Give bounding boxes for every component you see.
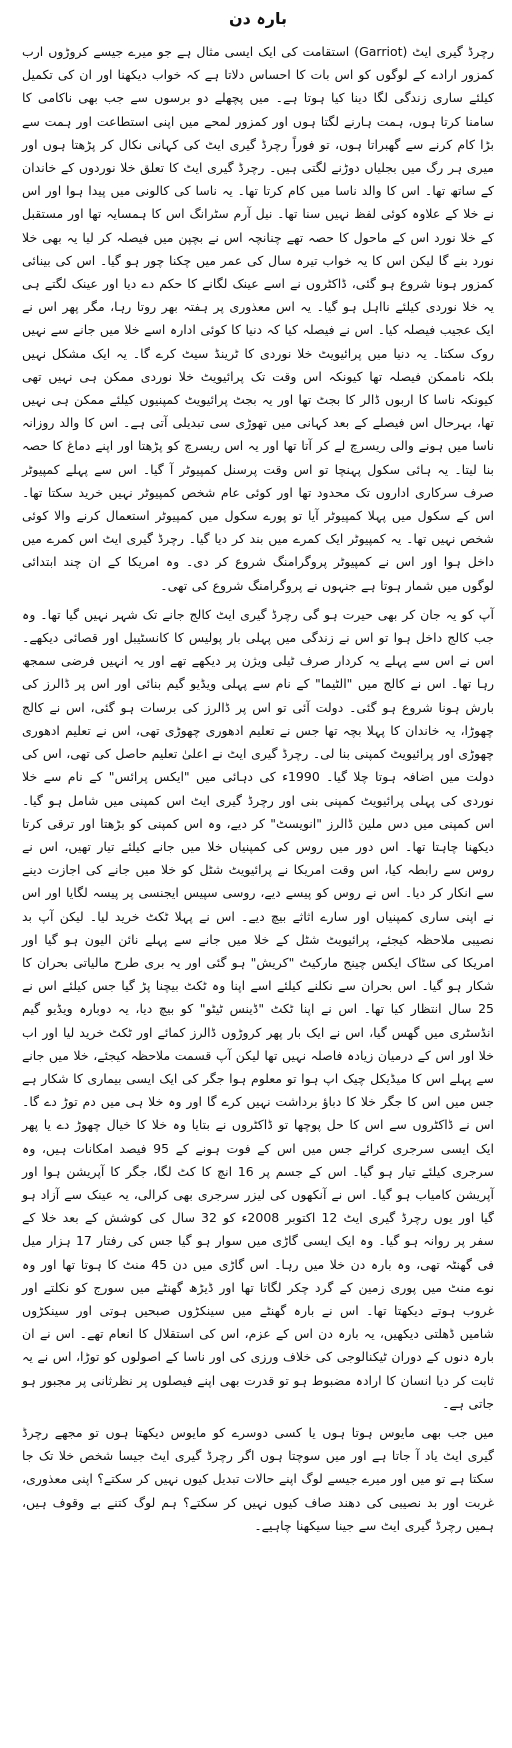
article-paragraph-3: میں جب بھی مایوس ہوتا ہوں یا کسی دوسرے کو مایوس دیکھتا ہوں تو مجھے رچرڈ گیری ایٹ یاد آ جاتا ہے اور میں سوچتا ہوں اگر رچرڈ گیری ایٹ جیسا شخص خلا تک جا سکتا ہے تو میں اور میرے جیسے لوگ اپنے حالات تبدیل کیوں نہیں کر سکتے؟ اپنی معذوری، غربت اور بد نصیبی کی دھند صاف کیوں نہیں کر سکتے؟ ہم لوگ کتنے بے وقوف ہیں، ہمیں رچرڈ گیری ایٹ سے جینا سیکھنا چاہیے۔: [22, 1424, 494, 1533]
article-title: بارہ دن: [228, 9, 288, 28]
article-paragraph-2: آپ کو یہ جان کر بھی حیرت ہو گی رچرڈ گیری ایٹ کالج جانے تک شہر نہیں گیا تھا۔ وہ جب کالج داخل ہوا تو اس نے زندگی میں پہلی بار پولیس کا کانسٹیبل اور قصائی دیکھے۔ اس نے اس سے پہلے یہ کردار صرف ٹیلی ویژن پر دیکھے تھے اور یہ انہیں فرضی سمجھ رہا تھا۔ اس نے کالج میں "الٹیما" کے نام سے پہلی ویڈیو گیم بنائی اور اس پر ڈالرز کی بارش ہونا شروع ہو گئی۔ دولت آئی تو اس پر ڈالرز کی برسات ہو گئی، اس نے کالج چھوڑا، یہ خاندان کا پہلا بچہ تھا جس نے تعلیم ادھوری چھوڑی تھی، اس نے تعلیم ادھوری چھوڑی اور پرائیویٹ کمپنی بنا لی۔ رچرڈ گیری ایٹ نے اعلیٰ تعلیم حاصل کی تھی، اس کی دولت میں اضافہ ہوتا چلا گیا۔ 1990ء کی دہائی میں "ایکس پرائس" کے نام سے خلا نوردی کی پہلی پرائیویٹ کمپنی بنی اور رچرڈ گیری ایٹ اس کمپنی میں شامل ہو گیا۔ اس کمپنی میں دس ملین ڈالرز "انویسٹ" کر دیے، وہ اس کمپنی کو بڑھتا اور ترقی کرتا دیکھنا چاہتا تھا۔ اس دور میں روس کی کمپنیاں خلا میں جانے کیلئے تیار تھیں، اس نے روس سے رابطہ کیا، اس وقت امریکا نے پرائیویٹ شٹل کو خلا میں جانے کی اجازت دینے سے انکار کر دیا۔ اس نے روس کو پیسے دیے، روسی سپیس ایجنسی پر پیسہ لگایا اور اس نے اپنی ساری کمپنیاں اور سارے اثاثے بیچ دیے۔ اس نے پہلا ٹکٹ خرید لیا۔ لیکن آپ بد نصیبی ملاحظہ کیجئے، پرائیویٹ شٹل کے خلا میں جانے سے پہلے نائن الیون ہو گیا اور امریکا کی سٹاک ایکس چینج مارکیٹ "کریش" ہو گئی اور یہ بری طرح مالیاتی بحران کا شکار ہو گیا۔ اس بحران سے نکلنے کیلئے اسے اپنا وہ ٹکٹ بیچنا پڑ گیا جس کیلئے اس نے 25 سال انتظار کیا تھا۔ اس نے اپنا ٹکٹ "ڈینس ٹیٹو" کو بیچ دیا، یہ دوبارہ ویڈیو گیم انڈسٹری میں گھس گیا، اس نے ایک بار پھر کروڑوں ڈالرز کمائے اور ٹکٹ خرید لیا اور اب خلا اور اس کے درمیان زیادہ فاصلہ نہیں تھا لیکن آپ قسمت ملاحظہ کیجئے، خلا میں جانے سے پہلے اس کا میڈیکل چیک اپ ہوا تو معلوم ہوا جگر کی ایک ایسی بیماری کا شکار ہے جس میں اس کا جگر خلا کا دباؤ برداشت نہیں کرے گا اور وہ خلا ہی میں دم توڑ دے گا۔ اس نے ڈاکٹروں سے اس کا حل پوچھا تو ڈاکٹروں نے بتایا وہ خلا کا خیال چھوڑ دے یا پھر ایک ایسی سرجری کرائے جس میں اس کے فوت ہونے کے 95 فیصد امکانات ہیں، وہ سرجری کیلئے تیار ہو گیا۔ اس کے جسم پر 16 انچ کا کٹ لگا، جگر کا آپریشن ہوا اور آپریشن کامیاب ہو گیا۔ اس نے آنکھوں کی لیزر سرجری بھی کرالی، یہ عینک سے آزاد ہو گیا اور یوں رچرڈ گیری ایٹ 12 اکتوبر 2008ء کو 32 سال کی کوشش کے بعد خلا کے سفر پر روانہ ہو گیا۔ وہ ایک ایسی گاڑی میں سوار ہو گیا جس کی رفتار 17 ہزار میل فی گھنٹہ تھی، وہ بارہ دن خلا میں رہا۔ اس گاڑی میں دن 45 منٹ کا ہوتا تھا اور وہ نوے منٹ میں پوری زمین کے گرد چکر لگاتا تھا اور ڈیڑھ گھنٹے میں سورج کو نکلتے اور غروب ہوتے دیکھتا تھا۔ اس نے بارہ گھنٹے میں سینکڑوں صبحیں ہوتی اور سینکڑوں شامیں ڈھلتی دیکھیں، یہ بارہ دن اس کے عزم، اس کی استقلال کا انعام تھے۔ اس نے ان بارہ دنوں کے دوران ٹیکنالوجی کی خلاف ورزی کی اور ناسا کے اصولوں کو توڑا، اس نے یہ ثابت کر دیا انسان کا ارادہ مضبوط ہو تو قدرت بھی اپنے فیصلوں پر نظرثانی پر مجبور ہو جاتی ہے۔: [22, 606, 494, 1411]
article-paragraph-1: رچرڈ گیری ایٹ (Garriot) استقامت کی ایک ایسی مثال ہے جو میرے جیسے کروڑوں ارب کمزور ارادے کے لوگوں کو اس بات کا احساس دلاتا ہے کہ خواب دیکھنا اور ان کی تکمیل کیلئے ساری زندگی لگا دینا کیا ہوتا ہے۔ میں پچھلے دو برسوں سے جب بھی ناکامی کا سامنا کرتا ہوں، ہمت ہارنے لگتا ہوں اور کمزور لمحے میں اپنی استطاعت اور ہمت سے بڑا کام کرنے سے گھبراتا ہوں، تو فوراً رچرڈ گیری ایٹ کی کہانی نکال کر پڑھتا ہوں اور میری ہر رگ میں بجلیاں دوڑنے لگتی ہیں۔ رچرڈ گیری ایٹ کا تعلق خلا نوردوں کے خاندان کے ساتھ تھا۔ اس کا والد ناسا میں کام کرتا تھا۔ یہ ناسا کی کالونی میں پیدا ہوا اور اس نے خلا کے علاوہ کوئی لفظ نہیں سنا تھا۔ نیل آرم سٹرانگ اس کا ہمسایہ تھا اور مستقبل کے خلا نورد اس کے ماحول کا حصہ تھے چنانچہ اس نے بچپن میں فیصلہ کر لیا یہ بھی خلا نورد بنے گا لیکن اس کا یہ خواب تیرہ سال کی عمر میں چکنا چور ہو گیا۔ اس کی بینائی کمزور ہونا شروع ہو گئی، ڈاکٹروں نے اسے عینک لگانے کا حکم دے دیا اور عینک لگتے ہی یہ خلا نوردی کیلئے نااہل ہو گیا۔ یہ اس معذوری پر ہفتہ بھر روتا رہا، مگر پھر اس نے ایک عجیب فیصلہ کیا۔ اس نے فیصلہ کیا کہ دنیا کا کوئی ادارہ اسے خلا میں جانے سے نہیں روک سکتا۔ یہ دنیا میں پرائیویٹ خلا نوردی کا ٹرینڈ سیٹ کرے گا۔ یہ ایک مشکل نہیں بلکہ ناممکن فیصلہ تھا کیونکہ اس وقت تک پرائیویٹ خلا نوردی ممکن ہی نہیں تھی کیونکہ ناسا کا اربوں ڈالر کا بجٹ تھا اور یہ بجٹ پرائیویٹ کمپنیوں کیلئے ممکن ہی نہیں تھا، بہرحال اس فیصلے کے بعد کہانی میں تھوڑی سی تبدیلی آتی ہے۔ اس کا والد روزانہ ناسا میں ہونے والی ریسرچ لے کر آتا تھا اور یہ اس ریسرچ کو پڑھتا اور اپنے دماغ کا حصہ بنا لیتا۔ یہ ہائی سکول پہنچا تو اس وقت پرسنل کمپیوٹر آ گیا۔ اس سے پہلے کمپیوٹر صرف سرکاری اداروں تک محدود تھا اور کوئی عام شخص کمپیوٹر نہیں خرید سکتا تھا۔ اس کے سکول میں پہلا کمپیوٹر آیا تو پورے سکول میں کمپیوٹر استعمال کرنے والا کوئی شخص نہیں تھا۔ یہ کمپیوٹر ایک کمرے میں بند کر دیا گیا۔ رچرڈ گیری ایٹ اس کمرے میں داخل ہوا اور اس نے کمپیوٹر پروگرامنگ شروع کر دی۔ وہ امریکا کے ان چند ابتدائی لوگوں میں شمار ہوتا ہے جنہوں نے پروگرامنگ شروع کی تھی۔: [22, 44, 494, 593]
article-body: [22, 40, 494, 1537]
